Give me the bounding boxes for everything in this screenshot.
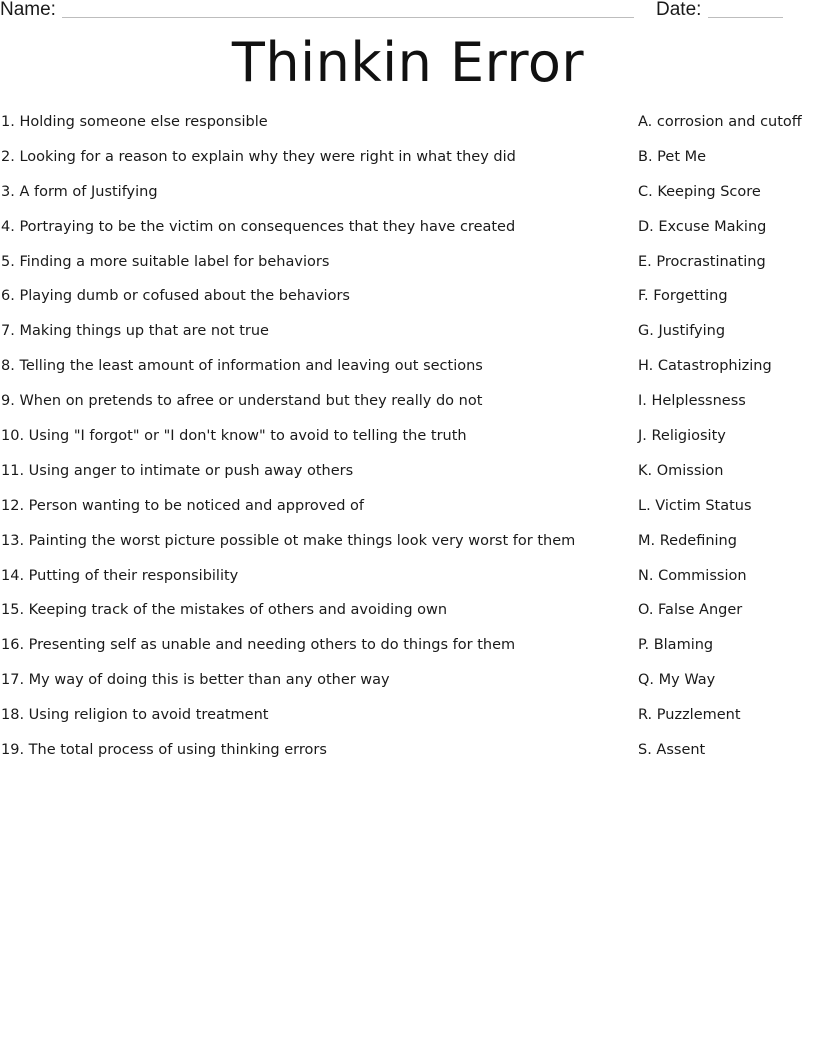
matching-row (0, 425, 816, 460)
answer-option: E. Procrastinating (638, 253, 766, 270)
clue-text: 6. Playing dumb or cofused about the behaviors (1, 288, 350, 305)
matching-row (0, 181, 816, 216)
clue-text: 13. Painting the worst picture possible ot make things look very worst for them (1, 532, 576, 549)
clue-text: 5. Finding a more suitable label for behaviors (1, 253, 330, 270)
matching-row (0, 495, 816, 530)
matching-row (0, 530, 816, 565)
clue-text: 10. Using "I forgot" or "I don't know" to avoid to telling the truth (1, 428, 467, 445)
answer-option: N. Commission (638, 567, 747, 584)
clue-text: 2. Looking for a reason to explain why they were right in what they did (1, 148, 516, 165)
date-label: Date: (656, 0, 702, 20)
answer-option: K. Omission (638, 462, 724, 479)
matching-row (0, 285, 816, 320)
clue-text: 18. Using religion to avoid treatment (1, 707, 269, 724)
answer-option: I. Helplessness (638, 393, 746, 410)
matching-row (0, 704, 816, 739)
answer-option: M. Redefining (638, 532, 737, 549)
clue-text: 7. Making things up that are not true (1, 323, 269, 340)
answer-option: R. Puzzlement (638, 707, 741, 724)
matching-row (0, 251, 816, 286)
clue-text: 16. Presenting self as unable and needing others to do things for them (1, 637, 516, 654)
answer-option: B. Pet Me (638, 148, 707, 165)
name-blank-line[interactable] (62, 17, 634, 18)
clue-text: 3. A form of Justifying (1, 183, 158, 200)
name-label: Name: (0, 0, 56, 20)
clue-text: 1. Holding someone else responsible (1, 114, 268, 130)
answer-option: C. Keeping Score (638, 183, 761, 200)
clue-text: 9. When on pretends to afree or understand but they really do not (1, 393, 483, 410)
matching-list (0, 111, 816, 774)
matching-row (0, 320, 816, 355)
matching-row (0, 146, 816, 181)
matching-row (0, 739, 816, 774)
matching-row (0, 111, 816, 146)
answer-option: Q. My Way (638, 672, 716, 689)
date-blank-line[interactable] (708, 17, 783, 18)
answer-option: P. Blaming (638, 637, 714, 654)
matching-row (0, 460, 816, 495)
worksheet-title: Thinkin Error (231, 31, 585, 94)
matching-row (0, 634, 816, 669)
clue-text: 14. Putting of their responsibility (1, 567, 239, 584)
answer-option: J. Religiosity (638, 428, 726, 445)
matching-row (0, 355, 816, 390)
matching-row (0, 565, 816, 600)
answer-option: A. corrosion and cutoff (638, 114, 802, 130)
clue-text: 8. Telling the least amount of information and leaving out sections (1, 358, 483, 375)
answer-option: D. Excuse Making (638, 218, 767, 235)
clue-text: 15. Keeping track of the mistakes of others and avoiding own (1, 602, 448, 619)
clue-text: 4. Portraying to be the victim on consequences that they have created (1, 218, 516, 235)
answer-option: H. Catastrophizing (638, 358, 772, 375)
matching-row (0, 216, 816, 251)
clue-text: 17. My way of doing this is better than any other way (1, 672, 390, 689)
clue-text: 12. Person wanting to be noticed and approved of (1, 497, 365, 514)
answer-option: L. Victim Status (638, 497, 752, 514)
matching-row (0, 599, 816, 634)
clue-text: 11. Using anger to intimate or push away others (1, 462, 354, 479)
answer-option: S. Assent (638, 742, 706, 759)
matching-row (0, 669, 816, 704)
worksheet-header (0, 0, 816, 22)
matching-row (0, 390, 816, 425)
answer-option: G. Justifying (638, 323, 726, 340)
answer-option: F. Forgetting (638, 288, 728, 305)
clue-text: 19. The total process of using thinking errors (1, 742, 327, 759)
answer-option: O. False Anger (638, 602, 743, 619)
